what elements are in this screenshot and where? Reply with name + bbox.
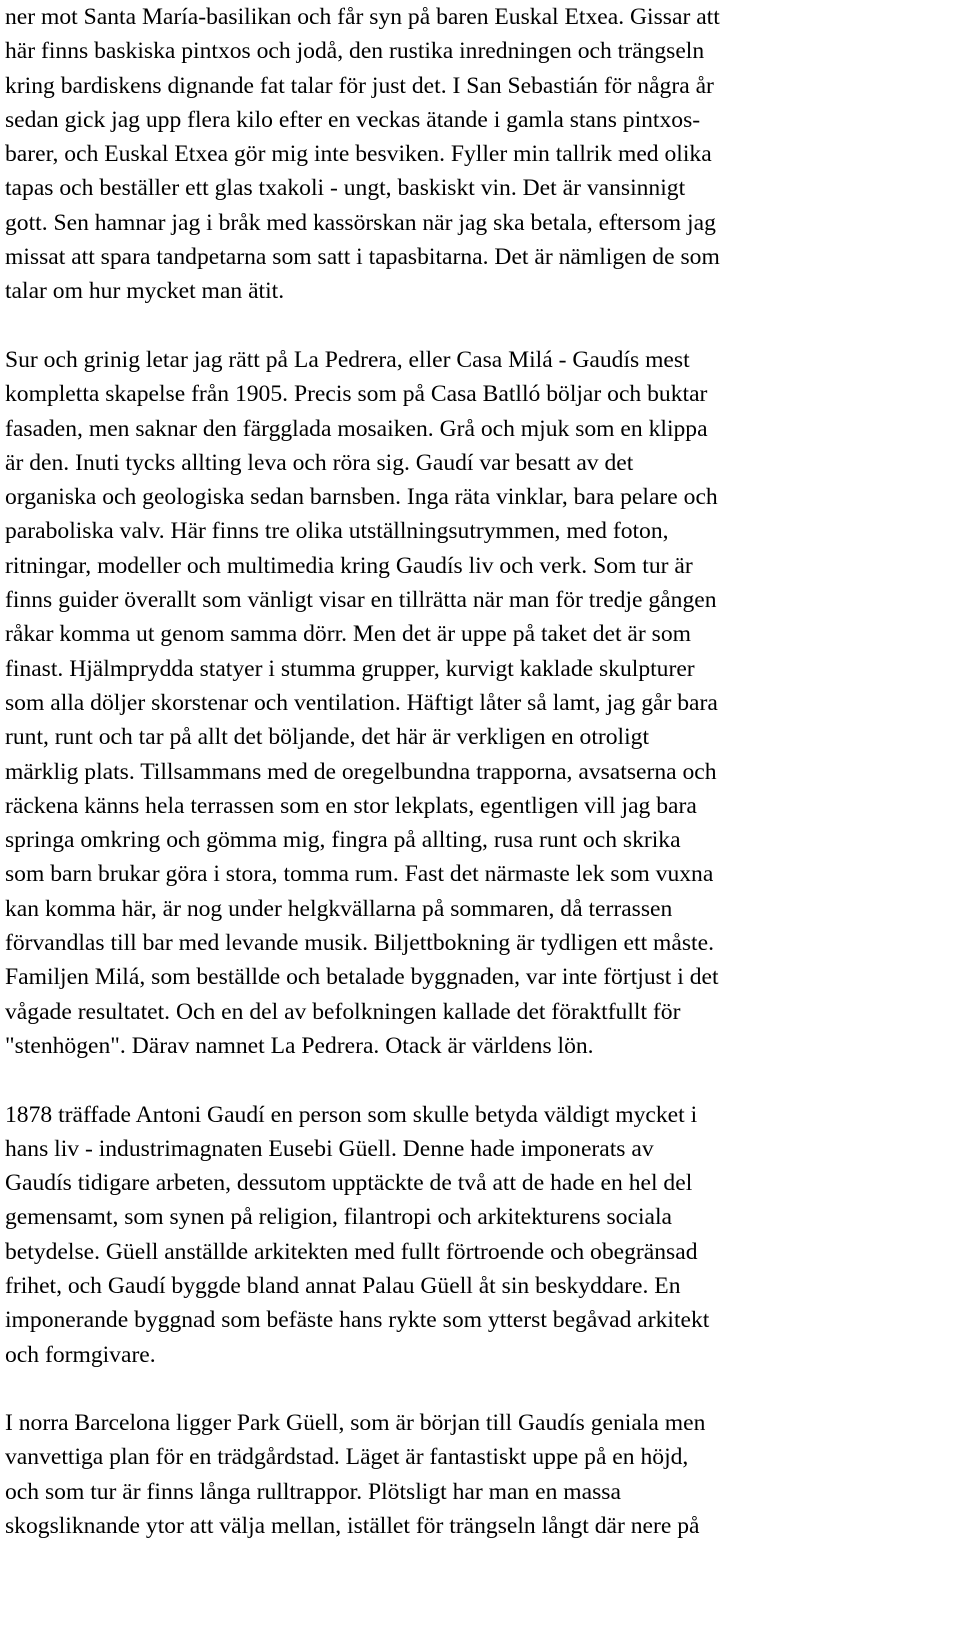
text-line: ner mot Santa María-basilikan och får syn på baren Euskal Etxea. Gissar att: [5, 4, 720, 30]
text-line: talar om hur mycket man ätit.: [5, 278, 285, 305]
text-line: betydelse. Güell anställde arkitekten med fullt förtroende och obegränsad: [5, 1238, 698, 1265]
text-line: vågade resultatet. Och en del av befolkningen kallade det föraktfullt för: [5, 998, 681, 1025]
text-line: här finns baskiska pintxos och jodå, den rustika inredningen och trängseln: [5, 38, 705, 65]
text-line: runt, runt och tar på allt det böljande, det här är verkligen en otroligt: [5, 724, 650, 751]
text-line: som alla döljer skorstenar och ventilation. Häftigt låter så lamt, jag går bara: [5, 689, 718, 716]
text-line: organiska och geologiska sedan barnsben. Inga räta vinklar, bara pelare och: [5, 484, 718, 511]
paragraph-gap: [5, 309, 935, 343]
text-line: kan komma här, är nog under helgkvällarna på sommaren, då terrassen: [5, 895, 673, 922]
text-line: "stenhögen". Därav namnet La Pedrera. Otack är världens lön.: [5, 1032, 594, 1059]
text-line: missat att spara tandpetarna som satt i tapasbitarna. Det är nämligen de som: [5, 244, 720, 271]
text-line: fasaden, men saknar den färgglada mosaiken. Grå och mjuk som en klippa: [5, 415, 708, 442]
text-line: skogsliknande ytor att välja mellan, istället för trängseln långt där nere på: [5, 1513, 700, 1540]
paragraph-gaudi-guell: [5, 1098, 935, 1372]
text-line: Familjen Milá, som beställde och betalade byggnaden, var inte förtjust i det: [5, 964, 719, 991]
text-line: vanvettiga plan för en trädgårdstad. Läget är fantastiskt uppe på en höjd,: [5, 1444, 689, 1471]
document-page: [5, 0, 935, 1543]
text-line: Sur och grinig letar jag rätt på La Pedrera, eller Casa Milá - Gaudís mest: [5, 346, 690, 373]
text-line: finns guider överallt som vänligt visar en tillrätta när man för tredje gången: [5, 587, 717, 614]
paragraph-park-guell: [5, 1406, 935, 1543]
text-line: förvandlas till bar med levande musik. Biljettbokning är tydligen ett måste.: [5, 930, 714, 957]
text-line: springa omkring och gömma mig, fingra på allting, rusa runt och skrika: [5, 827, 681, 854]
text-line: och som tur är finns långa rulltrappor. Plötsligt har man en massa: [5, 1478, 621, 1505]
text-line: kompletta skapelse från 1905. Precis som på Casa Batlló böljar och buktar: [5, 381, 708, 408]
text-line: hans liv - industrimagnaten Eusebi Güell. Denne hade imponerats av: [5, 1135, 654, 1162]
text-line: gemensamt, som synen på religion, filantropi och arkitekturens sociala: [5, 1204, 672, 1231]
text-line: är den. Inuti tycks allting leva och röra sig. Gaudí var besatt av det: [5, 449, 634, 476]
text-line: som barn brukar göra i stora, tomma rum. Fast det närmaste lek som vuxna: [5, 861, 714, 888]
text-line: kring bardiskens dignande fat talar för just det. I San Sebastián för några år: [5, 72, 714, 99]
text-line: 1878 träffade Antoni Gaudí en person som skulle betyda väldigt mycket i: [5, 1101, 698, 1128]
text-line: sedan gick jag upp flera kilo efter en veckas ätande i gamla stans pintxos-: [5, 106, 701, 133]
paragraph-gap: [5, 1063, 935, 1097]
text-line: frihet, och Gaudí byggde bland annat Palau Güell åt sin beskyddare. En: [5, 1272, 681, 1299]
text-line: imponerande byggnad som befäste hans rykte som ytterst begåvad arkitekt: [5, 1307, 710, 1334]
text-line: märklig plats. Tillsammans med de oregelbundna trapporna, avsatserna och: [5, 758, 717, 785]
text-line: ritningar, modeller och multimedia kring Gaudís liv och verk. Som tur är: [5, 552, 693, 579]
text-line: tapas och beställer ett glas txakoli - ungt, baskiskt vin. Det är vansinnigt: [5, 175, 686, 202]
text-line: gott. Sen hamnar jag i bråk med kassörskan när jag ska betala, eftersom jag: [5, 209, 716, 236]
text-line: Gaudís tidigare arbeten, dessutom upptäckte de två att de hade en hel del: [5, 1170, 693, 1197]
paragraph-euskal-etxea: [5, 0, 935, 309]
text-line: råkar komma ut genom samma dörr. Men det är uppe på taket det är som: [5, 621, 691, 648]
text-line: räckena känns hela terrassen som en stor lekplats, egentligen vill jag bara: [5, 792, 697, 819]
text-line: barer, och Euskal Etxea gör mig inte besviken. Fyller min tallrik med olika: [5, 141, 712, 168]
paragraph-la-pedrera: [5, 343, 935, 1063]
paragraph-gap: [5, 1372, 935, 1406]
text-line: I norra Barcelona ligger Park Güell, som är början till Gaudís geniala men: [5, 1410, 706, 1437]
text-line: och formgivare.: [5, 1341, 156, 1368]
text-line: paraboliska valv. Här finns tre olika utställningsutrymmen, med foton,: [5, 518, 669, 545]
text-line: finast. Hjälmprydda statyer i stumma grupper, kurvigt kaklade skulpturer: [5, 655, 695, 682]
